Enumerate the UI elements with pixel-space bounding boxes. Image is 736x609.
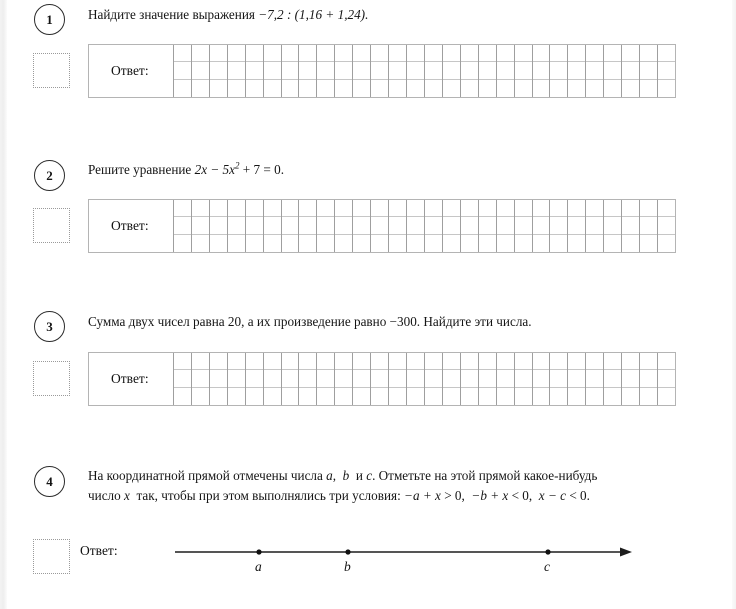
answer-label-1: Ответ:	[89, 45, 174, 97]
task-2-expression: $2x - 5x^2 + 7 = 0$.	[194, 160, 285, 177]
task-4-variable-x: x	[124, 488, 130, 504]
task-4-condition-3: x − c < 0.	[538, 488, 590, 504]
answer-label-4: Ответ:	[80, 543, 118, 558]
task-number-circle-3: 3	[34, 311, 65, 342]
task-4-condition-1: −a + x > 0,	[404, 488, 465, 504]
number-line-label-b: b	[344, 559, 351, 574]
number-line-point-c	[545, 549, 550, 554]
number-line-point-a	[256, 549, 261, 554]
task-1-prefix: Найдите значение выражения	[88, 7, 255, 22]
task-4-line2-a: число	[88, 488, 121, 504]
number-line-axis	[170, 538, 640, 568]
task-1-expression: −7,2 : (1,16 + 1,24).	[258, 7, 369, 22]
task-4-line2-b: так, чтобы при этом выполнялись три условия:	[136, 488, 401, 504]
task-2-prefix: Решите уравнение	[88, 162, 192, 177]
task-4-condition-2: −b + x < 0,	[471, 488, 533, 504]
task-number-circle-1: 1	[34, 4, 65, 35]
number-line-point-b	[345, 549, 350, 554]
task-number-circle-4: 4	[34, 466, 65, 497]
task-4-line-1: На координатной прямой отмечены числа a, b и c. Отметьте на этой прямой какое-нибудь	[88, 468, 598, 483]
task-3-statement: Сумма двух чисел равна 20, а их произведение равно −300. Найдите эти числа.	[88, 314, 532, 329]
answer-label-2: Ответ:	[89, 200, 174, 252]
number-line-label-c: c	[544, 559, 550, 574]
answer-label-3: Ответ:	[89, 353, 174, 405]
number-line-label-a: a	[255, 559, 262, 574]
task-number-circle-2: 2	[34, 160, 65, 191]
